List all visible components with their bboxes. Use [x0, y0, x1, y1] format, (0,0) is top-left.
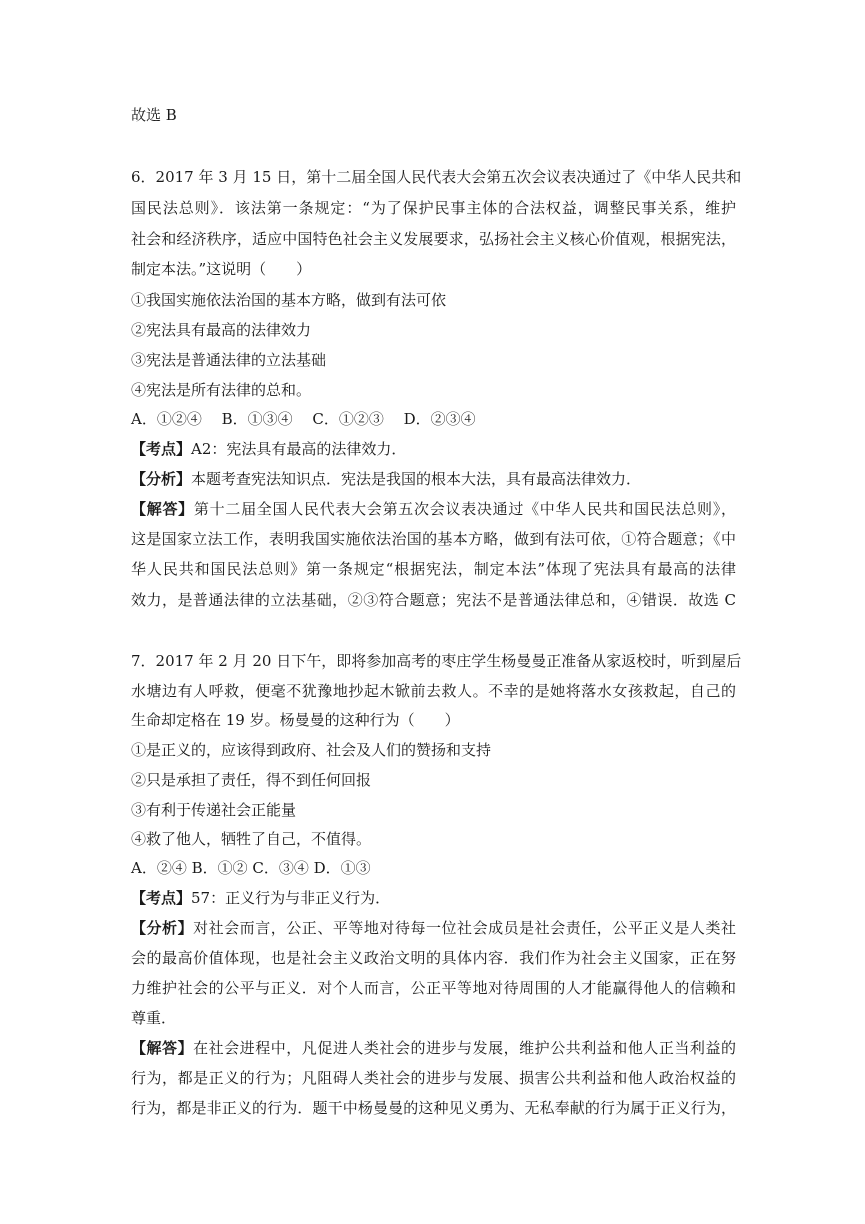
- q6-kaodian: [131, 439, 736, 459]
- q6-jieda-line-4: 效力，是普通法律的立法基础，②③符合题意；宪法不是普通法律总和，④错误．故选 C: [131, 591, 736, 609]
- q6-statement-4: ④宪法是所有法律的总和。: [131, 381, 312, 399]
- q7-statement-4: ④救了他人，牺牲了自己，不值得。: [131, 830, 372, 848]
- kaodian-label: 【考点】: [131, 440, 192, 458]
- fenxi-label: 【分析】: [131, 919, 194, 937]
- q7-jieda-line-2: 行为，都是正义的行为；凡阻碍人类社会的进步与发展、损害公共利益和他人政治权益的: [131, 1069, 736, 1087]
- q6-stem-line-3: 社会和经济秩序，适应中国特色社会主义发展要求，弘扬社会主义核心价值观，根据宪法，: [131, 230, 736, 248]
- q7-stem-line-3: 生命却定格在 19 岁。杨曼曼的这种行为（ ）: [131, 711, 460, 729]
- kaodian-label: 【考点】: [131, 889, 192, 907]
- q6-jieda-line-3: 华人民共和国民法总则》第一条规定“根据宪法，制定本法”体现了宪法具有最高的法律: [131, 560, 736, 578]
- jieda-text: 第十二届全国人民代表大会第五次会议表决通过《中华人民共和国民法总则》，: [193, 500, 736, 518]
- q7-fenxi-line-2: 会的最高价值体现，也是社会主义政治文明的具体内容．我们作为社会主义国家，正在努: [131, 949, 736, 967]
- q7-jieda-line-3: 行为，都是非正义的行为．题干中杨曼曼的这种见义勇为、无私奉献的行为属于正义行为，: [131, 1099, 736, 1117]
- q6-stem-line-4: 制定本法。”这说明（ ）: [131, 260, 312, 278]
- q6-jieda-line-1: [131, 499, 736, 519]
- q7-stem-line-1: 7．2017 年 2 月 20 日下午，即将参加高考的枣庄学生杨曼曼正准备从家返校时，听到屋后: [131, 652, 742, 670]
- q7-fenxi-line-4: 尊重．: [131, 1009, 177, 1027]
- q6-stem-line-2: 国民法总则》．该法第一条规定：“为了保护民事主体的合法权益，调整民事关系，维护: [131, 199, 736, 217]
- jieda-text: 在社会进程中，凡促进人类社会的进步与发展，维护公共利益和他人正当利益的: [193, 1039, 736, 1057]
- kaodian-text: 57：正义行为与非正义行为．: [191, 889, 391, 907]
- q7-fenxi-line-3: 力维护社会的公平与正义．对个人而言，公正平等地对待周围的人才能赢得他人的信赖和: [131, 979, 736, 997]
- kaodian-text: A2：宪法具有最高的法律效力．: [191, 440, 407, 458]
- q7-kaodian: [131, 888, 736, 908]
- previous-answer: 故选 B: [131, 106, 177, 124]
- q6-jieda-line-2: 这是国家立法工作，表明我国实施依法治国的基本方略，做到有法可依，①符合题意；《中: [131, 530, 736, 548]
- q7-statement-1: ①是正义的，应该得到政府、社会及人们的赞扬和支持: [131, 741, 492, 759]
- q6-options: A．①②④ B．①③④ C．①②③ D．②③④: [131, 410, 476, 428]
- q6-stem-line-1: 6．2017 年 3 月 15 日，第十二届全国人民代表大会第五次会议表决通过了《中华人民共和: [131, 168, 742, 186]
- q6-statement-1: ①我国实施依法治国的基本方略，做到有法可依: [131, 291, 447, 309]
- jieda-label: 【解答】: [131, 500, 194, 518]
- q7-statement-3: ③有利于传递社会正能量: [131, 801, 297, 819]
- q6-statement-3: ③宪法是普通法律的立法基础: [131, 351, 327, 369]
- q7-fenxi-line-1: [131, 918, 736, 938]
- fenxi-text: 本题考查宪法知识点．宪法是我国的根本大法，具有最高法律效力．: [191, 470, 642, 488]
- q6-statement-2: ②宪法具有最高的法律效力: [131, 321, 312, 339]
- q7-stem-line-2: 水塘边有人呼救，便毫不犹豫地抄起木锨前去救人。不幸的是她将落水女孩救起，自己的: [131, 682, 736, 700]
- q7-statement-2: ②只是承担了责任，得不到任何回报: [131, 771, 372, 789]
- fenxi-label: 【分析】: [131, 470, 192, 488]
- q6-fenxi: [131, 469, 736, 489]
- q7-jieda-line-1: [131, 1038, 736, 1058]
- jieda-label: 【解答】: [131, 1039, 194, 1057]
- q7-options: A．②④ B．①② C．③④ D．①③: [131, 859, 371, 877]
- fenxi-text: 对社会而言，公正、平等地对待每一位社会成员是社会责任，公平正义是人类社: [193, 919, 736, 937]
